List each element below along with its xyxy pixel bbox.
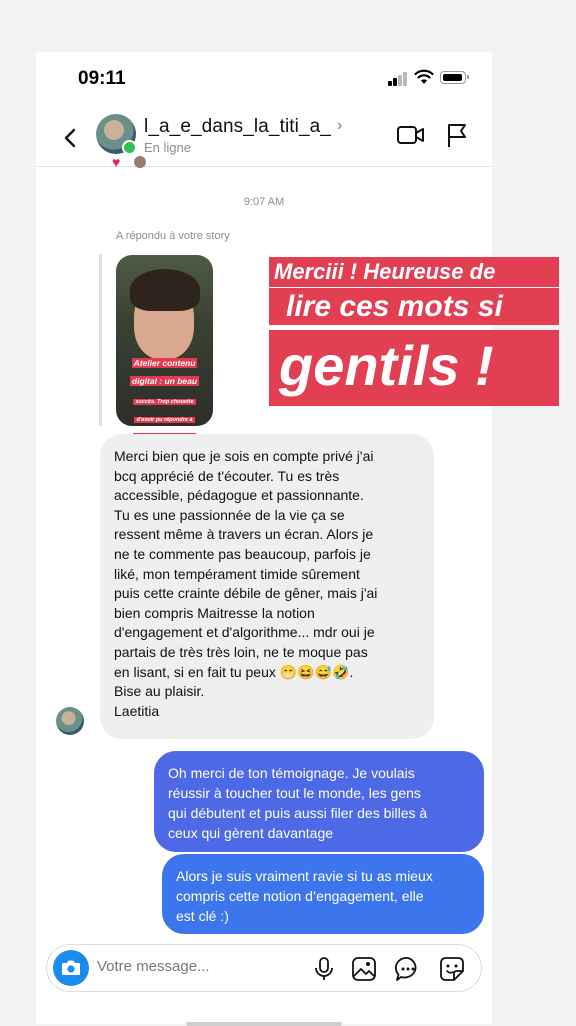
- story-caption: [120, 353, 209, 445]
- story-reply-note: A répondu à votre story: [116, 230, 230, 242]
- incoming-message-text: Merci bien que je sois en compte privé j'ai bcq apprécié de t'écouter. Tu es très accessible, pédagogue et passionnante. Tu es une passionnée de la vie ça se ressent même à travers un écran. Alors je ne te commente pas beaucoup, parfois je liké, mon tempérament timide sûrement puis cette crainte débile de gêner, mais j'ai bien compris Maitresse la notion d'engagement et d'algorithme... mdr oui je partais de très très loin, ne te moque pas en lisant, si en fait tu peux 😁😆😅🤣. Bise au plaisir. Laetitia: [114, 448, 378, 719]
- camera-icon: [53, 950, 89, 986]
- home-indicator: [186, 1022, 342, 1026]
- contact-username: l_a_e_dans_la_titi_a_: [144, 116, 331, 137]
- flag-icon[interactable]: [446, 122, 468, 148]
- chevron-right-icon: ›: [336, 117, 343, 134]
- outgoing-message-bubble[interactable]: Oh merci de ton témoignage. Je voulais réussir à toucher tout le monde, les gens qui débutent et puis aussi filer des billes à ceux qui gèrent davantage: [154, 751, 484, 852]
- wifi-icon: [414, 69, 434, 85]
- story-reply-bar: [99, 254, 102, 426]
- banner-line-3: gentils !: [269, 330, 559, 406]
- chat-header: [36, 110, 492, 167]
- story-thumbnail[interactable]: [116, 255, 213, 426]
- story-caption-line: digital : un beau: [131, 376, 198, 387]
- battery-icon: [440, 71, 466, 84]
- message-input[interactable]: [97, 958, 247, 975]
- reaction-avatar: [134, 156, 146, 168]
- message-timestamp: 9:07 AM: [243, 196, 285, 208]
- gallery-icon[interactable]: [351, 956, 377, 982]
- microphone-icon[interactable]: [311, 956, 337, 982]
- video-camera-icon[interactable]: [396, 124, 426, 146]
- instagram-dm-screen: [36, 52, 492, 1024]
- back-icon[interactable]: [56, 122, 84, 154]
- incoming-message-bubble[interactable]: [100, 434, 434, 739]
- status-time: 09:11: [78, 68, 126, 89]
- status-bar: [36, 52, 492, 100]
- story-caption-line: succès. Trop chouette: [135, 398, 194, 405]
- message-composer: [46, 944, 482, 992]
- online-indicator: [122, 140, 137, 155]
- contact-name-link[interactable]: [144, 116, 342, 138]
- story-caption-line: Atelier contenu: [133, 358, 196, 368]
- banner-line-2: lire ces mots si: [269, 288, 559, 325]
- contact-avatar[interactable]: [96, 114, 136, 154]
- camera-button[interactable]: [53, 950, 89, 986]
- presence-status: En ligne: [144, 140, 191, 155]
- banner-line-1: Merciii ! Heureuse de: [269, 257, 559, 287]
- story-caption-line: d'avoir pu répondre à: [136, 417, 193, 424]
- sticker-icon[interactable]: [439, 956, 465, 982]
- signal-icon: [388, 72, 408, 86]
- sender-avatar[interactable]: [56, 707, 84, 735]
- heart-icon: ♥: [112, 154, 121, 170]
- story-photo-hair: [130, 269, 200, 311]
- message-icon[interactable]: [395, 956, 421, 982]
- outgoing-message-bubble[interactable]: Alors je suis vraiment ravie si tu as mieux compris cette notion d’engagement, elle est clé :): [162, 854, 484, 934]
